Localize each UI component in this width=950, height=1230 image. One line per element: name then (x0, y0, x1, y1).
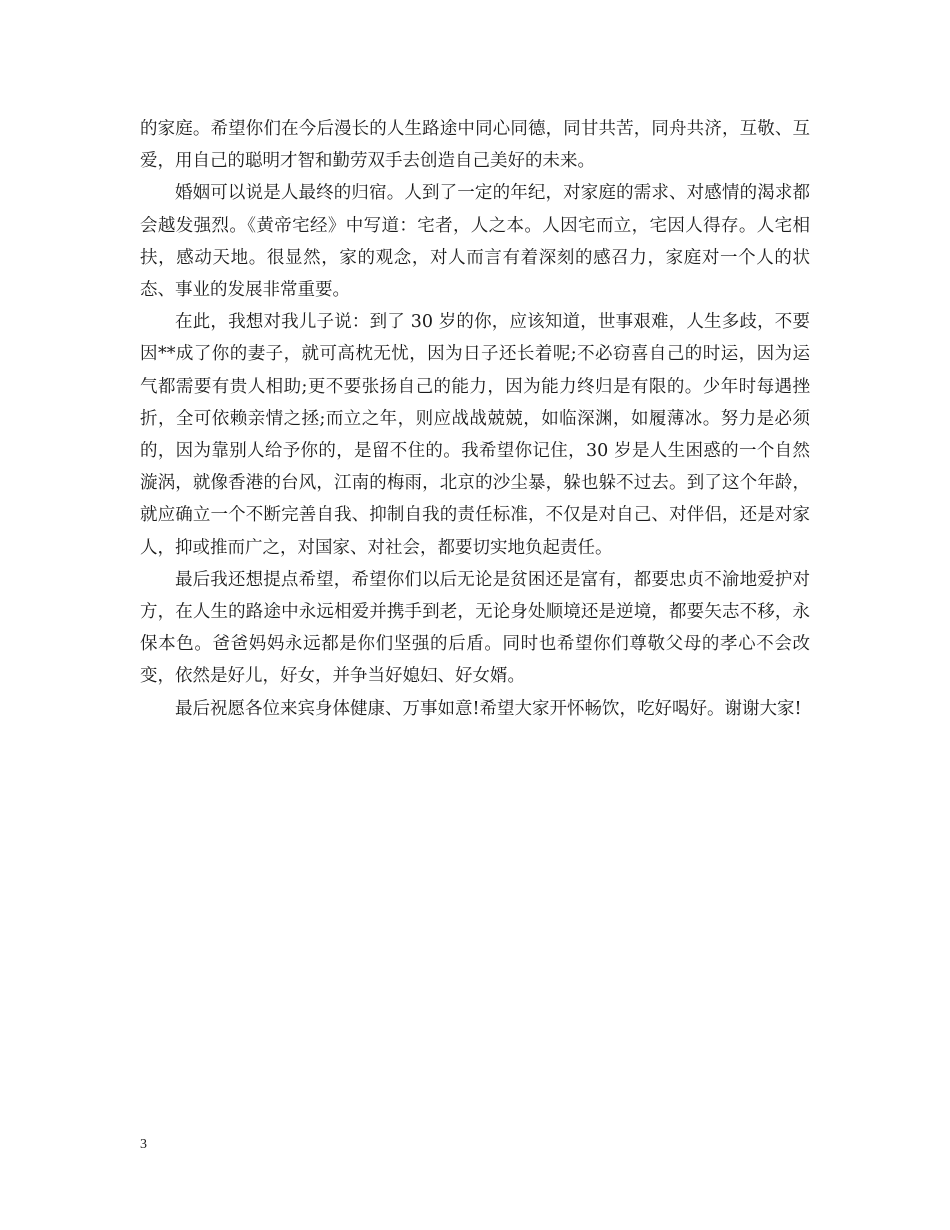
text-line: 互爱，用自己的聪明才智和勤劳双手去创造自己美好的未来。 (140, 119, 810, 172)
text-line: 婚姻可以说是人最终的归宿。人到了一定的年纪，对家庭的需求、对感情的渴 (175, 183, 775, 204)
paragraph (140, 177, 810, 306)
text-line: 起责任。 (542, 537, 613, 558)
text-line: 最后祝愿各位来宾身体健康、万事如意!希望大家开怀畅饮，吃好喝好。谢谢 (175, 698, 760, 719)
text-line: 个人的状态、事业的发展非常重要。 (140, 247, 810, 301)
text-line: 不过去。到了这个年龄，就应确立一个不断完善自我、抑制自我的责任标准，不仅 (140, 473, 811, 526)
text-line: 是对自己、对伴侣，还是对家人，抑或推而广之，对国家、对社会，都要切实地负 (140, 505, 811, 558)
text-line: 求都会越发强烈。《黄帝宅经》中写道：宅者，人之本。人因宅而立，宅因人得存。 (140, 183, 811, 236)
text-line: 不移，永保本色。爸爸妈妈永远都是你们坚强的后盾。同时也希望你们尊敬父母的 (140, 602, 810, 655)
text-line: 年时每遇挫折，全可依赖亲情之拯;而立之年，则应战战兢兢，如临深渊，如履薄 (140, 376, 810, 429)
text-line: 孝心不会改变，依然是好儿，好女，并争当好媳妇、好女婿。 (140, 634, 810, 687)
text-line: 因为运气都需要有贵人相助;更不要张扬自己的能力，因为能力终归是有限的。少 (140, 344, 810, 397)
text-line: 不要因**成了你的妻子，就可高枕无忧，因为日子还长着呢;不必窃喜自己的时运， (140, 312, 810, 365)
text-line: 的家庭。希望你们在今后漫长的人生路途中同心同德，同甘共苦，同舟共济，互敬、 (140, 119, 793, 139)
text-line: 最后我还想提点希望，希望你们以后无论是贫困还是富有，都要忠贞不渝地爱 (175, 569, 775, 590)
text-line: 大家! (759, 698, 802, 719)
text-line: 人宅相扶，感动天地。很显然，家的观念，对人而言有着深刻的感召力，家庭对一 (140, 215, 811, 268)
text-line: 护对方，在人生的路途中永远相爱并携手到老，无论身处顺境还是逆境，都要矢志 (140, 569, 811, 623)
text-line: 在此，我想对我儿子说：到了 30 岁的你，应该知道，世事艰难，人生多歧， (175, 312, 775, 333)
paragraph (140, 306, 810, 564)
paragraph (140, 564, 810, 693)
page-number: 3 (140, 1137, 147, 1152)
paragraph (140, 693, 810, 725)
document-body (140, 113, 810, 725)
text-line: 冰。努力是必须的，因为靠别人给予你的，是留不住的。我希望你记住，30 岁是 (140, 408, 810, 462)
paragraph (140, 113, 810, 177)
text-line: 人生困惑的一个自然漩涡，就像香港的台风，江南的梅雨，北京的沙尘暴，躲也躲 (140, 441, 810, 494)
